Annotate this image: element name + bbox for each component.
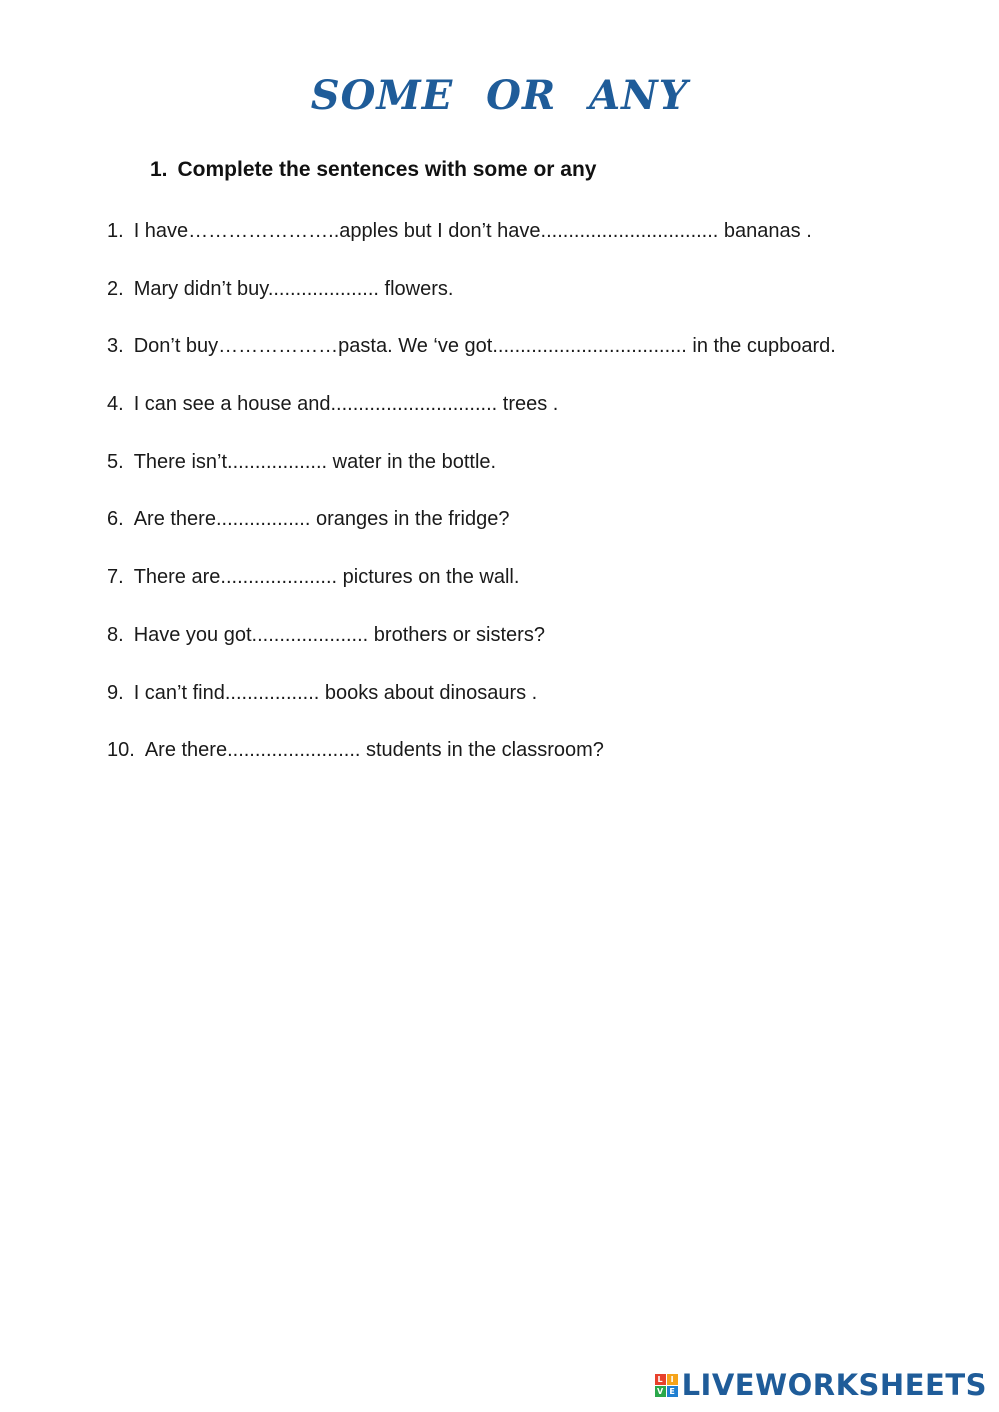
question-item [107, 737, 836, 795]
logo-tile: V [655, 1386, 666, 1397]
logo-brand-text: LIVEWORKSHEETS [681, 1368, 987, 1402]
question-text: I have…………………..apples but I don’t have................................ bananas . [133, 220, 812, 242]
question-text: Don’t buy………………pasta. We ‘ve got................................... in the cupboard. [133, 335, 836, 358]
instruction-number: 1. [150, 158, 168, 181]
instruction-heading [150, 158, 596, 182]
question-number: 3. [107, 335, 124, 358]
logo-tiles-icon [655, 1374, 678, 1397]
question-number: 2. [107, 277, 124, 300]
question-text: Are there........................ students in the classroom? [144, 739, 604, 762]
logo-tile: E [667, 1386, 678, 1397]
logo-tile: L [655, 1374, 666, 1385]
question-number: 10. [107, 739, 135, 762]
question-item [107, 391, 836, 449]
question-item [107, 218, 836, 276]
question-text: I can see a house and.............................. trees . [133, 393, 559, 416]
question-item [107, 276, 836, 334]
question-number: 6. [107, 508, 124, 531]
question-number: 1. [107, 220, 124, 242]
question-item [107, 680, 836, 738]
worksheet-title: SOME OR ANY [310, 72, 689, 119]
question-item [107, 333, 836, 391]
question-list [107, 218, 836, 795]
instruction-text: Complete the sentences with some or any [177, 158, 597, 181]
question-text: I can’t find................. books about dinosaurs . [133, 681, 538, 704]
question-text: Mary didn’t buy.................... flowers. [133, 277, 454, 300]
question-text: Have you got..................... brothers or sisters? [133, 623, 545, 646]
question-number: 8. [107, 623, 124, 646]
question-item [107, 622, 836, 680]
liveworksheets-logo [655, 1368, 987, 1402]
question-number: 4. [107, 393, 124, 416]
question-item [107, 564, 836, 622]
question-text: Are there................. oranges in the fridge? [133, 508, 510, 531]
question-text: There are..................... pictures on the wall. [133, 566, 520, 589]
logo-tile: I [667, 1374, 678, 1385]
question-number: 7. [107, 566, 124, 589]
question-number: 9. [107, 681, 124, 704]
question-item [107, 506, 836, 564]
question-text: There isn’t.................. water in the bottle. [133, 450, 497, 473]
question-number: 5. [107, 450, 124, 473]
question-item [107, 449, 836, 507]
